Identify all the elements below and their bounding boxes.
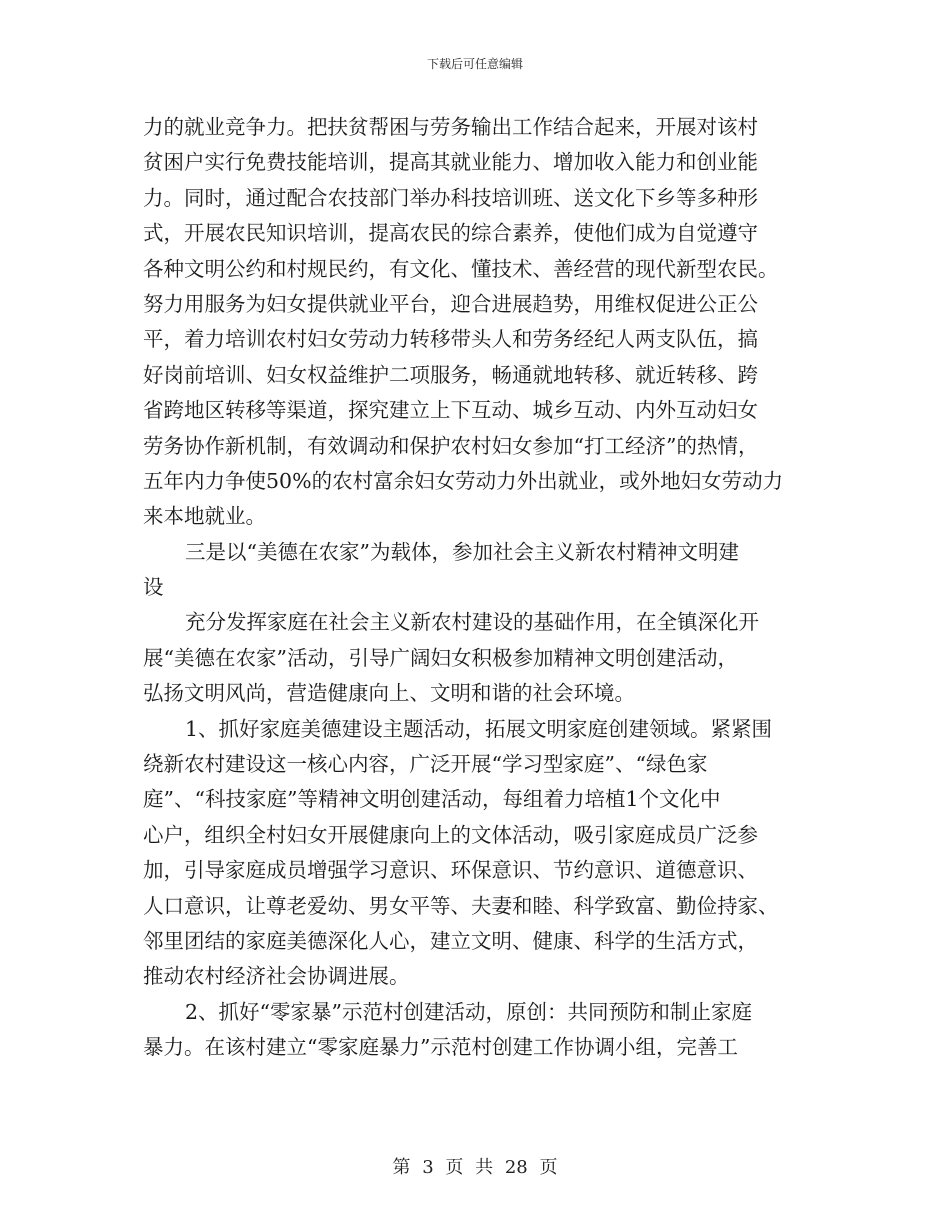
header-note: 下载后可任意编辑 [426,57,523,71]
text-line: 充分发挥家庭在社会主义新农村建设的基础作用，在全镇深化开 [185,610,759,635]
text-line: 贫困户实行免费技能培训，提高其就业能力、增加收入能力和创业能 [143,150,758,175]
text-line: 劳务协作新机制，有效调动和保护农村妇女参加“打工经济”的热情， [143,433,759,458]
text-line: 人口意识，让尊老爱幼、男女平等、夫妻和睦、科学致富、勤俭持家、 [143,893,779,918]
text-line: 设 [143,575,164,600]
text-line: 弘扬文明风尚，营造健康向上、文明和谐的社会环境。 [143,681,635,706]
text-line: 展“美德在农家”活动，引导广阔妇女积极参加精神文明创建活动， [143,645,738,670]
text-line: 庭”、“科技家庭”等精神文明创建活动，每组着力培植1个文化中 [143,787,721,812]
text-line: 2、抓好“零家暴”示范村创建活动，原创：共同预防和制止家庭 [185,999,753,1024]
text-line: 邻里团结的家庭美德深化人心，建立文明、健康、科学的生活方式， [143,928,758,953]
text-line: 1、抓好家庭美德建设主题活动，拓展文明家庭创建领域。紧紧围 [185,716,773,741]
text-line: 加，引导家庭成员增强学习意识、环保意识、节约意识、道德意识、 [143,858,758,883]
text-line: 绕新农村建设这一核心内容，广泛开展“学习型家庭”、“绿色家 [143,752,708,777]
text-line: 来本地就业。 [143,504,266,529]
text-line: 推动农村经济社会协调进展。 [143,964,410,989]
text-line: 式，开展农民知识培训，提高农民的综合素养，使他们成为自觉遵守 [143,221,758,246]
text-line: 省跨地区转移等渠道，探究建立上下互动、城乡互动、内外互动妇女 [143,398,758,423]
text-line: 力的就业竞争力。把扶贫帮困与劳务输出工作结合起来，开展对该村 [143,115,758,139]
text-line: 三是以“美德在农家”为载体，参加社会主义新农村精神文明建 [185,539,739,564]
text-line: 平，着力培训农村妇女劳动力转移带头人和劳务经纪人两支队伍，搞 [143,327,758,352]
text-line: 各种文明公约和村规民约，有文化、懂技术、善经营的现代新型农民。 [143,256,779,281]
text-line: 好岗前培训、妇女权益维护二项服务，畅通就地转移、就近转移、跨 [143,362,758,387]
text-line: 五年内力争使50%的农村富余妇女劳动力外出就业，或外地妇女劳动力 [143,468,784,493]
text-line: 努力用服务为妇女提供就业平台，迎合进展趋势，用维权促进公正公 [143,291,758,316]
text-line: 力。同时，通过配合农技部门举办科技培训班、送文化下乡等多种形 [143,185,758,210]
page-number: 第 3 页 共 28 页 [392,1157,558,1178]
text-line: 心户，组织全村妇女开展健康向上的文体活动，吸引家庭成员广泛参 [143,822,758,847]
body-text [143,110,823,1066]
text-line: 暴力。在该村建立“零家庭暴力”示范村创建工作协调小组，完善工 [143,1035,738,1060]
